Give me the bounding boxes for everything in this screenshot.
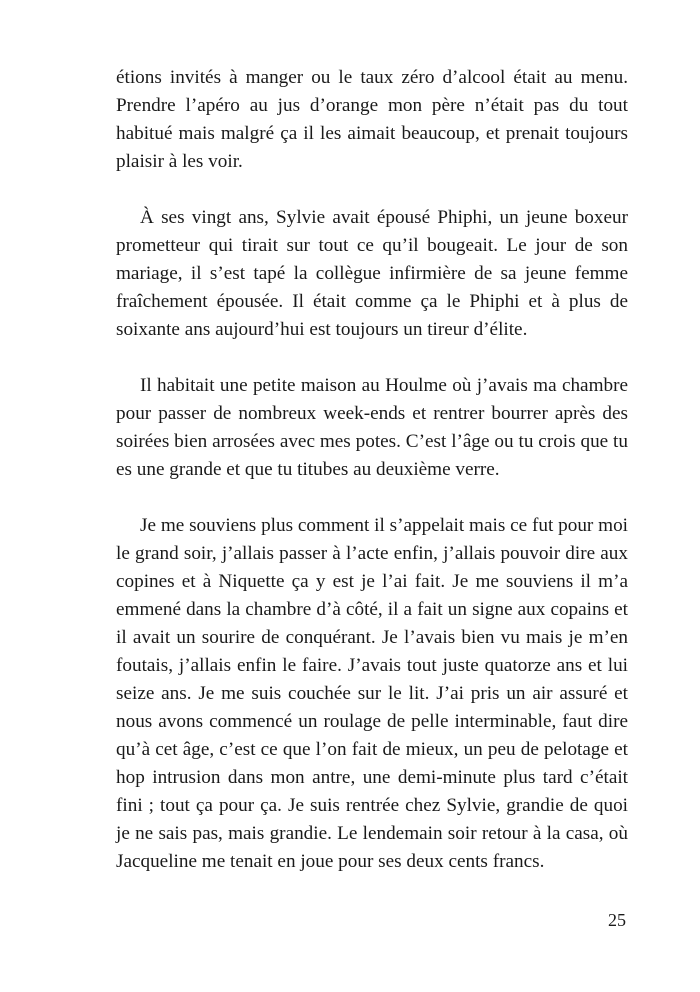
paragraph-continuation: étions invités à manger ou le taux zéro d’alcool était au menu. Prendre l’apéro au jus d’orange mon père n’était pas du tout habitué mais malgré ça il les aimait beaucoup, et prenait toujours plaisir à les voir. — [116, 67, 628, 172]
paragraph-grand-soir: Je me souviens plus comment il s’appelait mais ce fut pour moi le grand soir, j’allais passer à l’acte enfin, j’allais pouvoir dire aux copines et à Niquette ça y est je l’ai fait. Je me souviens il m’a emmené dans la chambre d’à côté, il a fait un signe aux copains et il avait un sourire de conquérant. Je l’avais bien vu mais je m’en foutais, j’allais enfin le faire. J’avais tout juste quatorze ans et lui seize ans. Je me suis couchée sur le lit. J’ai pris un air assuré et nous avons commencé un roulage de pelle interminable, faut dire qu’à cet âge, c’est ce que l’on fait de mieux, un peu de pelotage et hop intrusion dans mon antre, une demi-minute plus tard c’était fini ; tout ça pour ça. Je suis rentrée chez Sylvie, grandie de quoi je ne sais pas, mais grandie. Le lendemain soir retour à la casa, où Jacqueline me tenait en joue pour ses deux cents francs. — [116, 515, 628, 872]
page-body — [116, 64, 628, 876]
paragraph-houlme-house: Il habitait une petite maison au Houlme où j’avais ma chambre pour passer de nombreux week-ends et rentrer bourrer après des soirées bien arrosées avec mes potes. C’est l’âge ou tu crois que tu es une grande et que tu titubes au deuxième verre. — [116, 375, 628, 480]
paragraph-sylvie-phiphi: À ses vingt ans, Sylvie avait épousé Phiphi, un jeune boxeur prometteur qui tirait sur tout ce qu’il bougeait. Le jour de son mariage, il s’est tapé la collègue infirmière de sa jeune femme fraîchement épousée. Il était comme ça le Phiphi et à plus de soixante ans aujourd’hui est toujours un tireur d’élite. — [116, 207, 628, 340]
page-number: 25 — [608, 910, 626, 930]
